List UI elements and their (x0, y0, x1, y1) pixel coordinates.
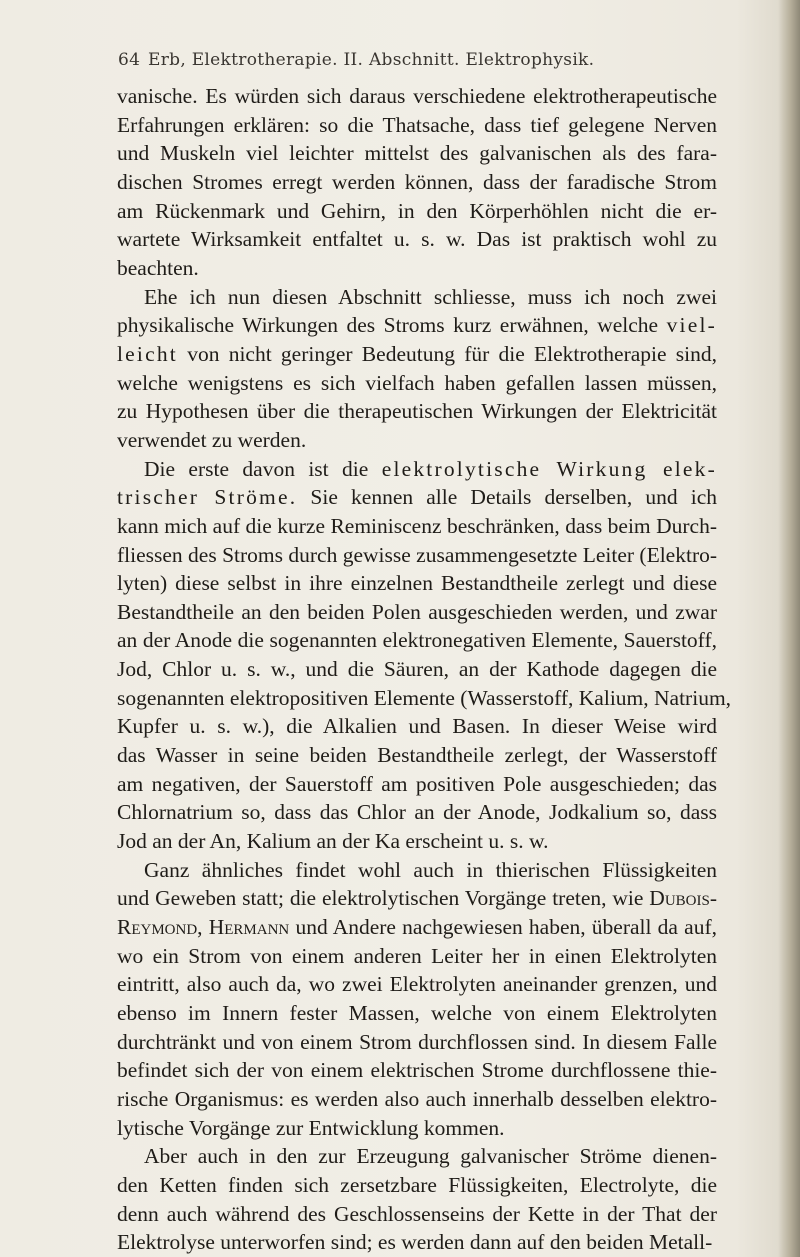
text-run: Jod, Chlor u. s. w., und die Säuren, an der Kathode dagegen die (117, 657, 717, 682)
text-line (117, 139, 717, 168)
text-run: beachten. (117, 255, 199, 280)
text-run: und Andere nachgewiesen haben, überall da auf, (289, 915, 717, 940)
text-run: Chlornatrium so, dass das Chlor an der Anode, Jodkalium so, dass (117, 800, 717, 825)
text-run: Erfahrungen erklären: so die Thatsache, dass tief gelegene Nerven (117, 112, 717, 137)
text-line (117, 1200, 717, 1229)
text-line (117, 369, 717, 398)
text-line (117, 483, 717, 512)
text-run: verwendet zu werden. (117, 427, 307, 452)
text-run: wartete Wirksamkeit entfaltet u. s. w. Das ist praktisch wohl zu (117, 227, 717, 252)
text-run: Sie kennen alle Details derselben, und ich (297, 485, 717, 510)
text-run: Elektrolyse unterworfen sind; es werden dann auf den beiden Metall- (117, 1230, 713, 1255)
text-line (117, 970, 717, 999)
text-run: und Muskeln viel leichter mittelst des galvanischen als des fara- (117, 141, 717, 166)
text-run: ebenso im Innern fester Massen, welche von einem Elektrolyten (117, 1001, 717, 1025)
text-line (117, 1228, 717, 1257)
text-line (117, 569, 717, 598)
text-run: lyten) diese selbst in ihre einzelnen Bestandtheile zerlegt und diese (117, 571, 717, 596)
text-line (117, 913, 717, 942)
text-line (117, 426, 717, 455)
text-line (117, 1142, 717, 1171)
text-run: dischen Stromes erregt werden können, dass der faradische Strom (117, 169, 717, 194)
spaced-emphasis: viel- (666, 313, 717, 338)
text-line (117, 655, 717, 684)
text-line (117, 455, 717, 484)
text-line (117, 397, 717, 426)
text-run: welche wenigstens es sich vielfach haben gefallen lassen müssen, (117, 370, 717, 395)
text-line (117, 1085, 717, 1114)
text-line (117, 225, 717, 254)
text-line (117, 598, 717, 627)
text-line (117, 884, 717, 913)
text-line (117, 340, 717, 369)
text-line (117, 770, 717, 799)
text-run: Ehe ich nun diesen Abschnitt schliesse, muss ich noch zwei (144, 284, 717, 309)
text-run: sogenannten elektropositiven Elemente (Wasserstoff, Kalium, Natrium, (117, 685, 732, 710)
author-name: Reymond (117, 915, 198, 940)
text-line (117, 999, 717, 1028)
author-name: Dubois- (649, 886, 717, 911)
text-run: , (197, 915, 209, 940)
text-line (117, 1114, 717, 1143)
text-run: zu Hypothesen über die therapeutischen Wirkungen der Elektricität (117, 399, 717, 424)
body-text (117, 82, 732, 1257)
text-run: das Wasser in seine beiden Bestandtheile zerlegt, der Wasserstoff (117, 743, 717, 768)
text-line (117, 168, 717, 197)
text-line (117, 712, 717, 741)
text-run: Die erste davon ist die (144, 456, 382, 481)
text-line (117, 684, 732, 713)
text-line (117, 856, 717, 885)
text-run: Jod an der An, Kalium an der Ka erscheint u. s. w. (117, 829, 549, 854)
page-edge (778, 0, 800, 1257)
text-run: Aber auch in den zur Erzeugung galvanischer Ströme dienen- (144, 1144, 717, 1169)
text-line (117, 1171, 717, 1200)
text-run: physikalische Wirkungen des Stroms kurz erwähnen, welche (117, 313, 667, 338)
running-title: Erb, Elektrotherapie. II. Abschnitt. Elektrophysik. (148, 50, 595, 70)
text-line (117, 111, 717, 140)
text-line (117, 512, 717, 541)
text-run: rische Organismus: es werden also auch innerhalb desselben elektro- (117, 1086, 717, 1111)
text-line (117, 798, 717, 827)
text-run: vanische. Es würden sich daraus verschiedene elektrotherapeutische (117, 84, 717, 108)
text-run: an der Anode die sogenannten elektronegativen Elemente, Sauerstoff, (117, 628, 717, 653)
spaced-emphasis: trischer Ströme. (117, 485, 298, 510)
text-line (117, 1028, 717, 1057)
text-run: fliessen des Stroms durch gewisse zusammengesetzte Leiter (Elektro- (117, 542, 718, 567)
text-run: Kupfer u. s. w.), die Alkalien und Basen. In dieser Weise wird (117, 714, 717, 739)
text-line (117, 541, 717, 570)
text-line (117, 311, 717, 340)
author-name: Hermann (208, 915, 290, 940)
text-run: eintritt, also auch da, wo zwei Elektrolyten aneinander grenzen, und (117, 972, 717, 997)
text-line (117, 283, 717, 312)
text-run: den Ketten finden sich zersetzbare Flüssigkeiten, Electrolyte, die (117, 1172, 717, 1197)
text-line (117, 1056, 717, 1085)
text-run: Bestandtheile an den beiden Polen ausgeschieden werden, und zwar (117, 599, 717, 624)
text-run: befindet sich der von einem elektrischen Strome durchflossene thie- (117, 1058, 717, 1083)
text-line (117, 254, 717, 283)
text-run: und Geweben statt; die elektrolytischen Vorgänge treten, wie (117, 886, 650, 911)
text-run: durchtränkt und von einem Strom durchflossen sind. In diesem Falle (117, 1029, 717, 1054)
page-number: 64 (118, 50, 141, 70)
text-run: kann mich auf die kurze Reminiscenz beschränken, dass beim Durch- (117, 513, 717, 538)
text-run: am Rückenmark und Gehirn, in den Körperhöhlen nicht die er- (117, 198, 717, 223)
text-run: wo ein Strom von einem anderen Leiter her in einen Elektrolyten (117, 943, 717, 968)
text-line (117, 626, 717, 655)
spaced-emphasis: leicht (117, 341, 178, 366)
text-line (117, 942, 717, 971)
spaced-emphasis: elektrolytische Wirkung elek- (381, 456, 717, 481)
text-run: denn auch während des Geschlossenseins der Kette in der That der (117, 1201, 717, 1226)
text-run: Ganz ähnliches findet wohl auch in thierischen Flüssigkeiten (144, 857, 717, 882)
text-run: am negativen, der Sauerstoff am positiven Pole ausgeschieden; das (117, 771, 717, 796)
text-run: lytische Vorgänge zur Entwicklung kommen. (117, 1115, 505, 1140)
running-header (118, 50, 678, 74)
text-line (117, 741, 717, 770)
text-line (117, 827, 717, 856)
text-line (117, 82, 717, 111)
text-run: von nicht geringer Bedeutung für die Elektrotherapie sind, (177, 341, 717, 366)
text-line (117, 197, 717, 226)
